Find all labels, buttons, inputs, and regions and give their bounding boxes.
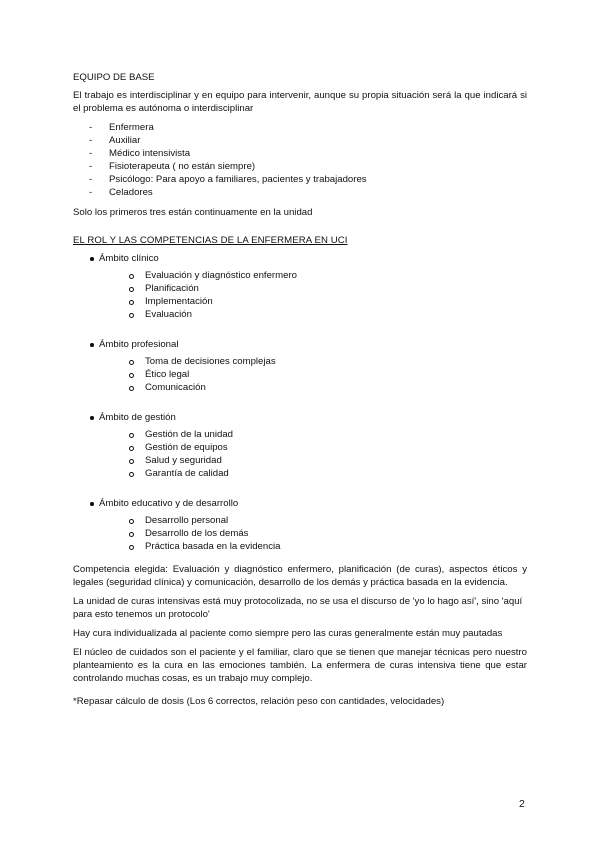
care-core-paragraph: El núcleo de cuidados son el paciente y el familiar, claro que se tienen que manejar técnicas pero nuestro planteamiento es la cura en las emociones también. La enfermera de curas intensiva tiene que estar controlando muchas cosas, es un trabajo muy complejo. — [73, 647, 527, 684]
scope-item: Implementación — [73, 295, 527, 308]
page-number: 2 — [519, 798, 525, 810]
team-member: - Fisioterapeuta ( no están siempre) — [73, 160, 527, 173]
scope-item-list — [73, 355, 527, 394]
roles-section-title: EL ROL Y LAS COMPETENCIAS DE LA ENFERMERA EN UCI — [73, 235, 348, 246]
scope-item: Gestión de la unidad — [73, 428, 527, 441]
scope-title: Ámbito profesional — [73, 338, 527, 351]
scope-item: Evaluación — [73, 308, 527, 321]
team-member: - Auxiliar — [73, 134, 527, 147]
scope-professional — [73, 338, 527, 394]
scope-item-list — [73, 428, 527, 480]
scope-clinical — [73, 252, 527, 321]
scope-educational — [73, 497, 527, 553]
document-page — [73, 71, 527, 708]
scope-title: Ámbito clínico — [73, 252, 527, 265]
scope-item: Toma de decisiones complejas — [73, 355, 527, 368]
scope-item: Evaluación y diagnóstico enfermero — [73, 269, 527, 282]
scope-item: Ético legal — [73, 368, 527, 381]
scope-item: Comunicación — [73, 381, 527, 394]
team-member: - Enfermera — [73, 121, 527, 134]
scope-item: Práctica basada en la evidencia — [73, 540, 527, 553]
scope-item: Desarrollo personal — [73, 514, 527, 527]
scope-management — [73, 411, 527, 480]
protocol-paragraph: La unidad de curas intensivas está muy protocolizada, no se usa el discurso de 'yo lo hago así', sino 'aquí para esto tenemos un protocolo' — [73, 596, 523, 620]
team-member-list — [73, 121, 527, 199]
team-member: - Médico intensivista — [73, 147, 527, 160]
scope-title: Ámbito educativo y de desarrollo — [73, 497, 527, 510]
scope-item-list — [73, 514, 527, 553]
scope-item: Salud y seguridad — [73, 454, 527, 467]
scope-item: Garantía de calidad — [73, 467, 527, 480]
dose-calculation-note: *Repasar cálculo de dosis (Los 6 correctos, relación peso con cantidades, velocidades) — [73, 696, 445, 707]
scope-item: Gestión de equipos — [73, 441, 527, 454]
team-intro: El trabajo es interdisciplinar y en equipo para intervenir, aunque su propia situación será la que indicará si el problema es autónoma o interdisciplinar — [73, 90, 527, 114]
scope-item: Planificación — [73, 282, 527, 295]
team-heading: EQUIPO DE BASE — [73, 72, 155, 83]
scope-title: Ámbito de gestión — [73, 411, 527, 424]
team-member: - Celadores — [73, 186, 527, 199]
individual-care-paragraph: Hay cura individualizada al paciente como siempre pero las curas generalmente están muy pautadas — [73, 628, 503, 639]
scope-item-list — [73, 269, 527, 321]
competence-paragraph: Competencia elegida: Evaluación y diagnóstico enfermero, planificación (de curas), aspectos éticos y legales (seguridad clínica) y comunicación, desarrollo de los demás y práctica basada en la evidencia. — [73, 564, 527, 588]
team-member: - Psicólogo: Para apoyo a familiares, pacientes y trabajadores — [73, 173, 527, 186]
team-note: Solo los primeros tres están continuamente en la unidad — [73, 207, 313, 218]
scope-item: Desarrollo de los demás — [73, 527, 527, 540]
